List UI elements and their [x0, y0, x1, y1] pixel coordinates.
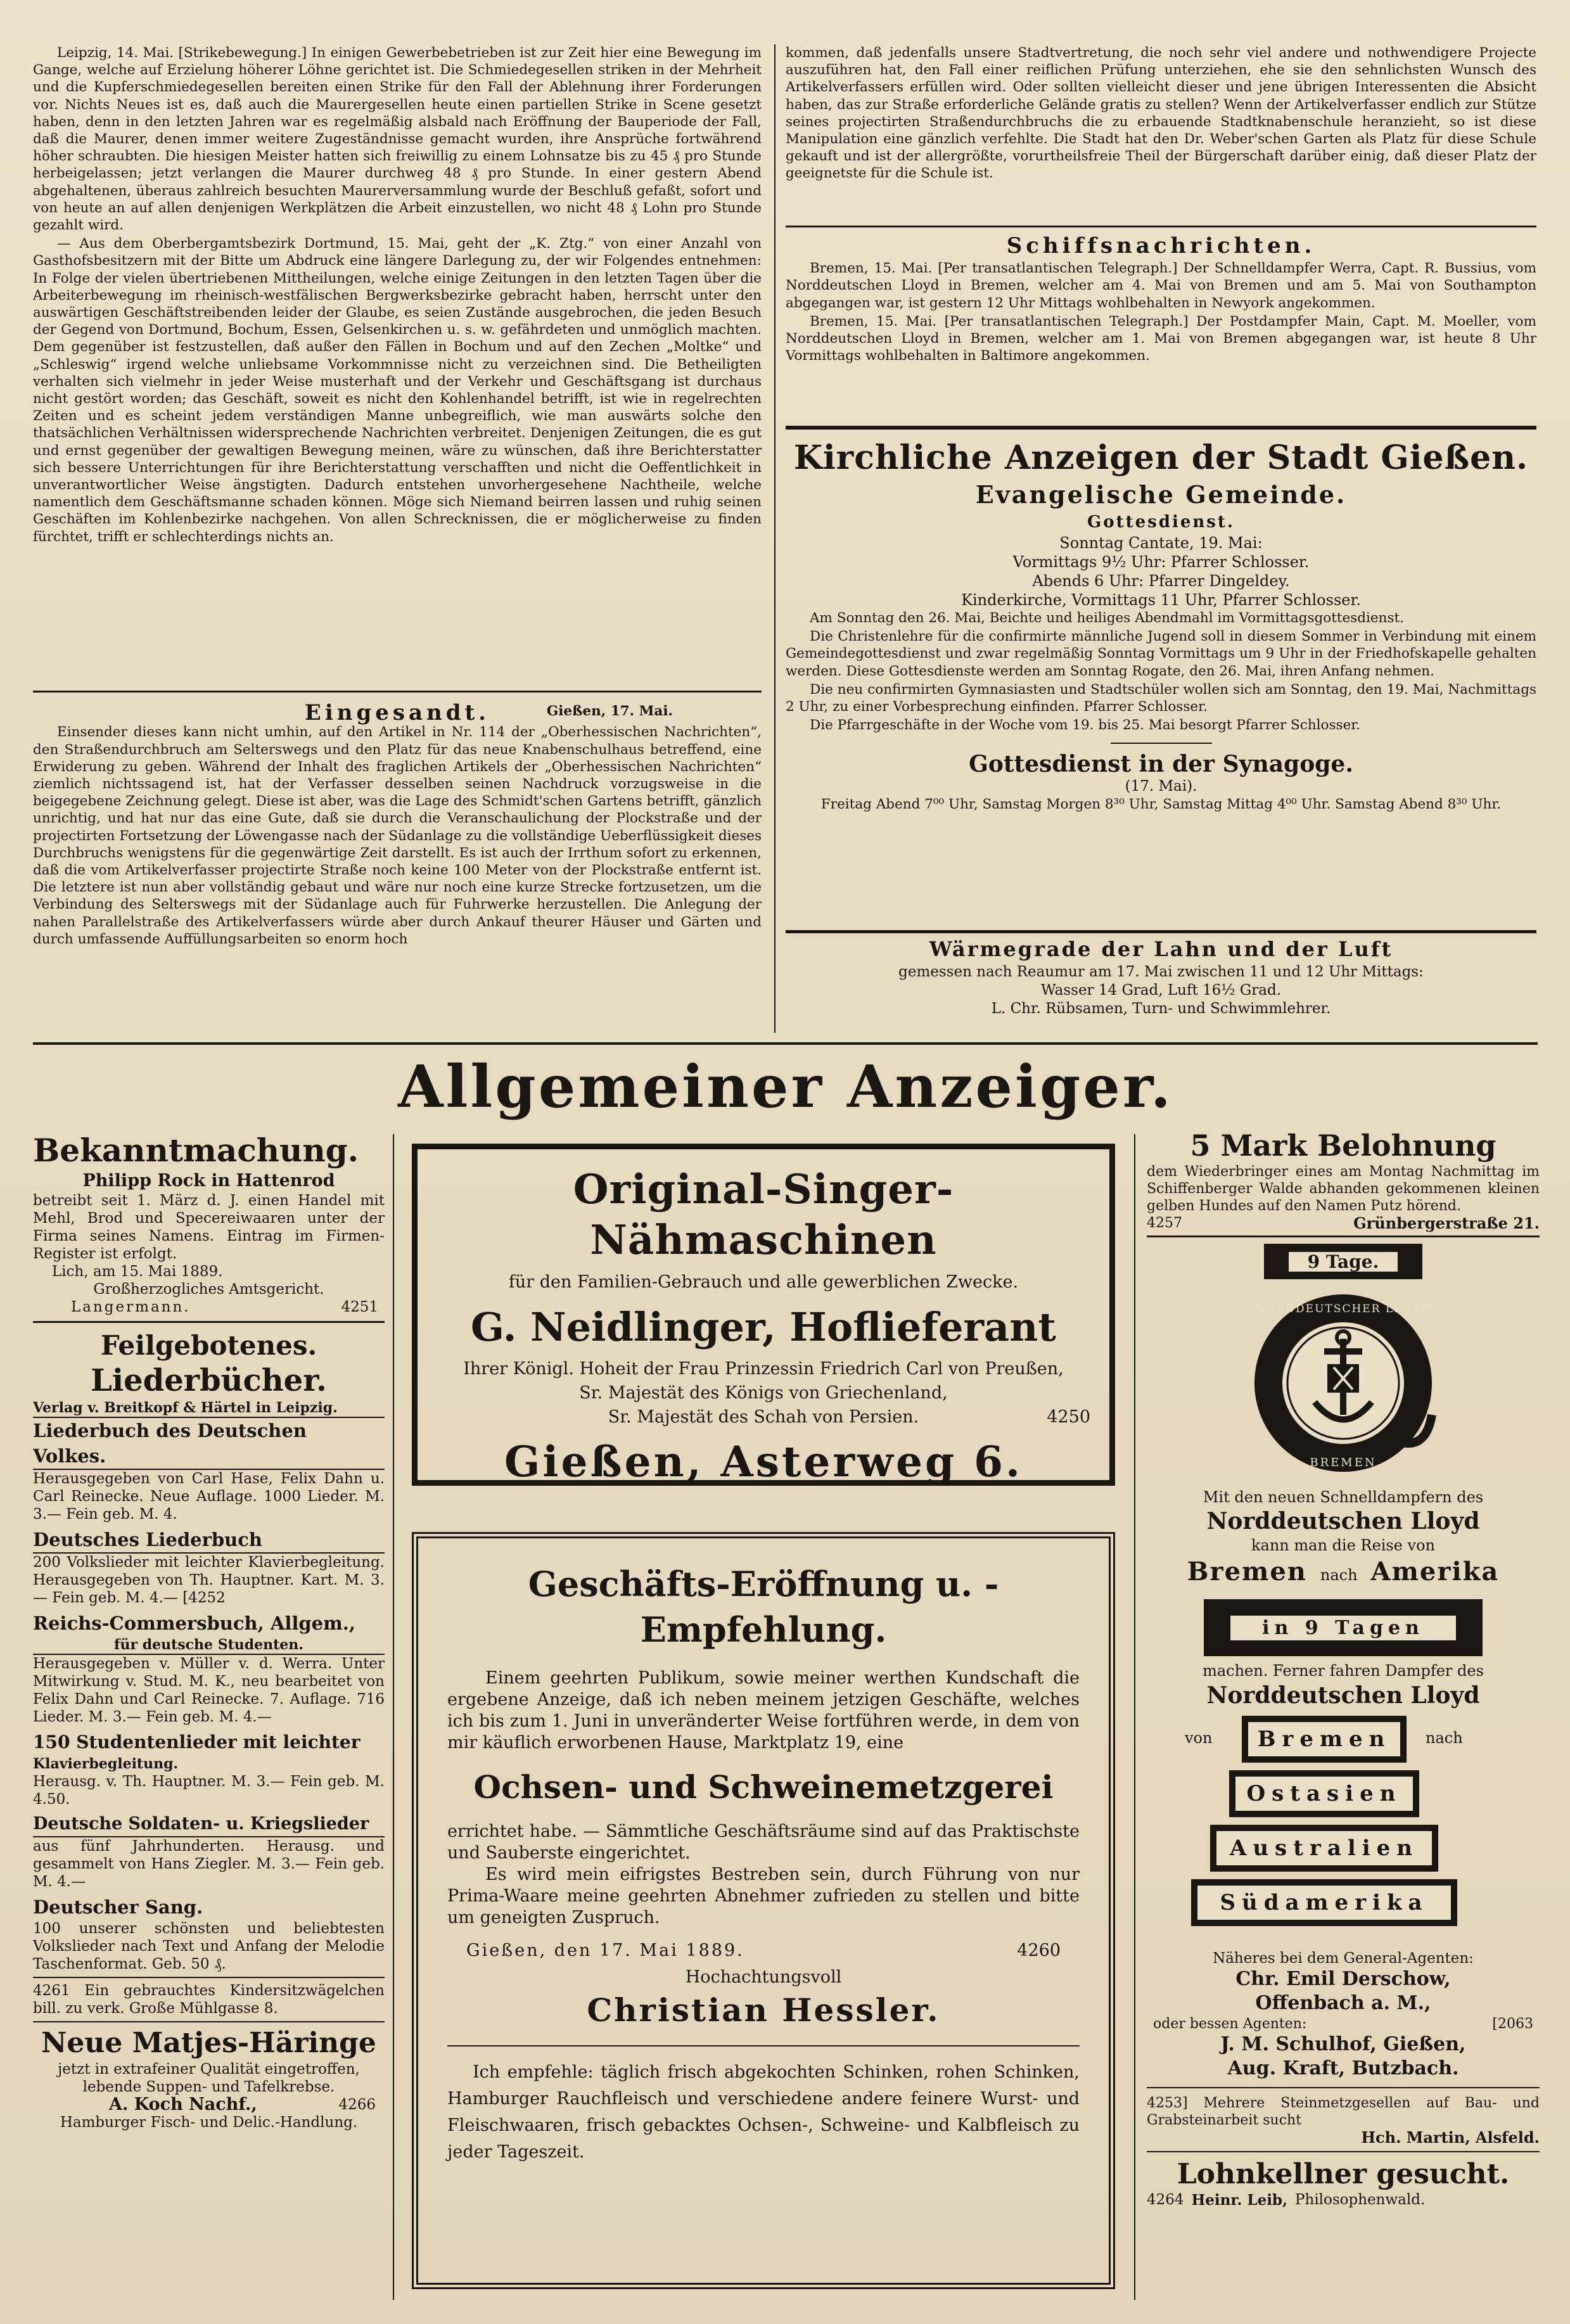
lloyd-logo — [1242, 1288, 1445, 1478]
bek-court: Großherzogliches Amtsgericht. — [93, 1281, 324, 1298]
hessler-number: 4260 — [1017, 1941, 1061, 1960]
church-announcements — [786, 437, 1536, 919]
sunday-line: Sonntag Cantate, 19. Mai: — [1059, 534, 1263, 552]
news-left-column — [33, 44, 762, 678]
bek-name: Philipp Rock in Hattenrod — [82, 1171, 335, 1191]
eingesandt-heading: Eingesandt. — [304, 700, 490, 725]
verlag-line: Verlag v. Breitkopf & Härtel in Leipzig. — [33, 1399, 385, 1418]
book-3-text: Herausgegeben v. Müller v. d. Werra. Unter Mitwirkung v. Stud. M. K., neu bearbeitet von Felix Dahn und Carl Reinecke. 7. Auflage. 716 Lieder. M. 3.— Fein geb. M. 4.— — [33, 1656, 385, 1725]
book-3-title: Reichs-Commersbuch, Allgem., — [33, 1612, 355, 1634]
waiter-number: 4264 — [1147, 2192, 1184, 2208]
column-rule — [1134, 1134, 1135, 2300]
eingesandt-continued: kommen, daß jedenfalls unsere Stadtvertretung, die noch sehr viel andere und nothwendigere Projecte auszuführen hat, den Fall einer reiflichen Prüfung unterziehen, ehe sie den sehnlichsten Wunsch des Artikelverfassers erfüllen wird. Oder sollten vielleicht dieser und jene übrigen Interessenten die Absicht haben, das zur Straße erforderliche Gelände gratis zu stellen? Wenn der Artikelverfasser endlich zur Stütze seines projectirten Straßendurchbruchs die zu erbauende Stadtknabenschule heranzieht, so ist diese Manipulation eine gänzlich verfehlte. Die Stadt hat den Dr. Weber'schen Garten als Platz für diese Schule gekauft und ist der allergrößte, vorurtheilsfreie Theil der Bürgerschaft darüber einig, daß dieser Platz der geeignetste für die Schule ist. — [786, 45, 1536, 182]
section-rule — [33, 1042, 1538, 1045]
bek-title: Bekanntmachung. — [33, 1132, 359, 1169]
service-line-1: Vormittags 9½ Uhr: Pfarrer Schlosser. — [1012, 553, 1310, 571]
divider — [1147, 2087, 1540, 2088]
book-6-text: 100 unserer schönsten und beliebtesten Volkslieder nach Text und Anfang der Melodie Taschenformat. Geb. 50 ₰. — [33, 1920, 385, 1972]
church-subtitle: Evangelische Gemeinde. — [975, 480, 1347, 509]
service-line-3: Kinderkirche, Vormittags 11 Uhr, Pfarrer Schlosser. — [961, 591, 1361, 609]
column-rule — [393, 1134, 394, 2300]
hessler-ad — [412, 1532, 1115, 2289]
bek-text: betreibt seit 1. März d. J. einen Handel mit Mehl, Brod und Specereiwaaren unter der Firma seines Namens. Eintrag im Firmen-Register ist erfolgt. — [33, 1192, 385, 1262]
route-from: Bremen — [1187, 1557, 1307, 1587]
herring-number: 4266 — [338, 2097, 376, 2113]
lloyd-line-2: Norddeutschen Lloyd — [1206, 1508, 1480, 1535]
herring-firm: A. Koch Nachf., — [109, 2095, 257, 2114]
singer-ad — [412, 1144, 1115, 1486]
weather-line-2: Wasser 14 Grad, Luft 16½ Grad. — [1040, 982, 1282, 999]
hessler-shop: Ochsen- und Schweinemetzgerei — [473, 1768, 1054, 1806]
singer-line-3-row — [437, 1405, 1090, 1429]
book-2-title: Deutsches Liederbuch — [33, 1527, 385, 1554]
oder-number: [2063 — [1492, 2016, 1533, 2032]
oder-row — [1147, 2015, 1540, 2033]
stonemason-ad — [1147, 2095, 1540, 2129]
kinderwagen-ad: 4261 Ein gebrauchtes Kindersitzwägelchen bill. zu verk. Große Mühlgasse 8. — [33, 1982, 385, 2017]
weather-title: Wärmegrade der Lahn und der Luft — [929, 937, 1393, 961]
agent-city: Offenbach a. M., — [1255, 1992, 1431, 2014]
divider — [33, 2021, 385, 2022]
bek-number: 4251 — [341, 1299, 378, 1315]
book-4-text: Herausg. v. Th. Hauptner. M. 3.— Fein geb. M. 4.50. — [33, 1773, 385, 1808]
reward-text: dem Wiederbringer eines am Montag Nachmittag im Schiffenberger Walde abhanden gekommenen kleinen gelben Hundes auf den Namen Putz hörend. — [1147, 1164, 1540, 1214]
bek-date: Lich, am 15. Mai 1889. — [52, 1263, 223, 1280]
book-4-title: 150 Studentenlieder mit leichter — [33, 1732, 361, 1753]
book-4-subtitle: Klavierbegleitung. — [33, 1756, 179, 1772]
hessler-text-2: errichtet habe. — Sämmtliche Geschäftsräume sind auf das Praktischste und Sauberste eingerichtet. — [447, 1822, 1080, 1863]
book-3-subtitle: für deutsche Studenten. — [33, 1636, 385, 1655]
dest-ostasien: Ostasien — [1229, 1770, 1419, 1817]
dortmund-article: — Aus dem Oberbergamtsbezirk Dortmund, 15. Mai, geht der „K. Ztg.“ von einer Anzahl von Gasthofsbesitzern mit der Bitte um Abdruck eine längere Darlegung zu, der wir Folgendes entnehmen: In Folge der vielen übertriebenen Mittheilungen, welche einige Zeitungen in den letzten Tagen über die Arbeiterbewegung im rheinisch-westfälischen Bergwerksbezirke gebracht haben, herrscht unter den auswärtigen Geschäftstreibenden leider der Glaube, es seien Zustände ausgebrochen, die jeden Besuch der Gegend von Dortmund, Bochum, Essen, Gelsenkirchen u. s. w. gefährdeten und unmöglich machten. Dem gegenüber ist festzustellen, daß außer den Fällen in Bochum und auf den Zechen „Moltke“ und „Schleswig“ irgend welche unliebsame Vorkommnisse nicht zu verzeichnen sind. Die Betheiligten verhalten sich vielmehr in jeder Weise musterhaft und der Verkehr und Geschäftsgang ist durchaus nicht gestört worden; das Geschäft, soweit es nicht den Kohlenhandel betrifft, ist wie in regelrechten Zeiten und es scheint jedem verständigen Manne unbegreiflich, wie man auswärts solche den thatsächlichen Verhältnissen widersprechende Nachrichten verbreitet. Denjenigen Zeitungen, die es gut und ernst gegenüber der gewaltigen Bewegung meinen, wäre zu wünschen, daß ihre Berichterstatter sich bessere Unterrichtungen für ihre Berichterstattung verschafften und nicht die Oeffentlichkeit in unverantwortlicher Weise ängstigten. Dadurch entstehen unvorhergesehene Nachtheile, welche namentlich dem Geschäftsmanne schaden können. Möge sich Niemand beirren lassen und ruhig seinen Geschäften im Kohlenbezirke nachgehen. Von allen Schrecknissen, die er möglicherweise zu finden fürchtet, trifft er schlechterdings nichts an. — [33, 236, 762, 545]
right-ads-column — [1147, 1128, 1540, 2306]
church-text-3: Die neu confirmirten Gymnasiasten und Stadtschüler wollen sich am Sonntag, den 19. Mai, Nachmittags 2 Uhr, zu einer Vorbesprechung einfinden. Pfarrer Schlosser. — [786, 681, 1536, 715]
waiter-footer — [1147, 2192, 1540, 2209]
divider — [1147, 2151, 1540, 2152]
short-rule — [1111, 743, 1212, 744]
lloyd-route — [1147, 1555, 1540, 1593]
oder-line: oder bessen Agenten: — [1153, 2016, 1307, 2032]
tage-banner — [1204, 1599, 1483, 1656]
eingesandt-text: Einsender dieses kann nicht umhin, auf den Artikel in Nr. 114 der „Oberhessischen Nachrichten“, den Straßendurchbruch am Selterswegs und den Platz für das neue Knabenschulhaus betreffend, eine Erwiderung zu geben. Während der Inhalt des fraglichen Artikels der „Oberhessischen Nachrichten“ ziemlich nichtssagend ist, hat der Verfasser desselben seinen Nachdruck vorzugsweise in die beigegebene Zeichnung gelegt. Diese ist aber, was die Lage des Schmidt'schen Gartens betrifft, gänzlich unrichtig, und hat nur das eine Gute, daß sie durch die Veranschaulichung der Plockstraße und der projectirten Fortsetzung der Löwengasse nach der Südanlage zu die vollständige Ueberflüssigkeit dieses Durchbruchs wenigstens für die gegenwärtige Zeit darstellt. Es ist auch der Irrthum sofort zu erkennen, daß die vom Artikelverfasser projectirte Straße noch keine 100 Meter von der Plockstraße entfernt ist. Die letztere ist nun aber vollständig gebaut und wäre nur noch eine kurze Strecke fortzusetzen, um die Verbindung des Selterswegs mit der Südanlage auch für Fuhrwerke herzustellen. Die Anlegung der nahen Parallelstraße des Artikelverfassers würde aber durch Ankauf theurer Häuser und Gärten und durch umfassende Auffüllungsarbeiten so enorm hoch — [33, 724, 762, 947]
strike-article: Leipzig, 14. Mai. [Strikebewegung.] In einigen Gewerbebetrieben ist zur Zeit hier eine Bewegung im Gange, welche auf Erzielung höherer Löhne gerichtet ist. Die Schmiedegesellen striken in der Mehrheit und die Kupferschmiedegesellen bereiten einen Strike für den Fall der Ablehnung ihrer Forderungen vor. Nichts Neues ist es, daß auch die Maurergesellen heute einen partiellen Strike in Scene gesetzt haben, denn in den letzten Jahren war es regelmäßig alsbald nach Eröffnung der Bauperiode der Fall, daß die Maurer, denen immer weitere Zugeständnisse gemacht wurden, ihre Ansprüche fortwährend höher schraubten. Die hiesigen Meister hatten sich freiwillig zu einem Lohnsatze bis zu 45 ₰ pro Stunde herbeigelassen; jetzt verlangen die Maurer durchweg 48 ₰ pro Stunde. In einer gestern Abend abgehaltenen, überaus zahlreich besuchten Maurerversammlung wurde der Beschluß gefaßt, sofort und von heute an auf allen denjenigen Werkplätzen die Arbeit einzustellen, wo nicht 48 ₰ Lohn pro Stunde gezahlt wird. — [33, 45, 762, 234]
divider — [33, 1977, 385, 1978]
dest-bremen: Bremen — [1242, 1716, 1407, 1763]
agent-2: J. M. Schulhof, Gießen, — [1220, 2033, 1466, 2055]
hessler-text-1: Einem geehrten Publikum, sowie meiner werthen Kundschaft die ergebene Anzeige, daß ich neben meinem jetzigen Geschäfte, welches ich bis zum 1. Juni in unveränderter Weise fortführen werde, in dem von mir käuflich erworbenen Hause, Marktplatz 19, eine — [447, 1668, 1080, 1753]
synagogue-times: Freitag Abend 7⁰⁰ Uhr, Samstag Morgen 8³⁰ Uhr, Samstag Mittag 4⁰⁰ Uhr. Samstag Abend 8³⁰ Uhr. — [820, 796, 1502, 812]
lloyd-logo-top-text: NORDDEUTSCHER LLOYD — [1255, 1303, 1431, 1315]
weather-line-1: gemessen nach Reaumur am 17. Mai zwischen 11 und 12 Uhr Mittags: — [898, 964, 1424, 980]
book-2-text: 200 Volkslieder mit leichter Klavierbegleitung. Herausgegeben von Th. Hauptner. Kart. M. 3.— Fein geb. M. 4.— [4252 — [33, 1554, 385, 1606]
reward-address: Grünbergerstraße 21. — [1353, 1214, 1540, 1232]
news-right-column — [786, 44, 1536, 234]
dest-suedamerika: Südamerika — [1191, 1879, 1457, 1926]
anzeiger-title: Allgemeiner Anzeiger. — [398, 1052, 1173, 1121]
service-line-2: Abends 6 Uhr: Pfarrer Dingeldey. — [1032, 572, 1290, 590]
weather-report — [786, 935, 1536, 1043]
herring-firm-row — [33, 2096, 385, 2114]
column-rule — [774, 44, 775, 1033]
synagogue-date: (17. Mai). — [1125, 778, 1197, 795]
herring-footer: Hamburger Fisch- und Delic.-Handlung. — [60, 2114, 358, 2131]
singer-title: Original-Singer-Nähmaschinen — [573, 1166, 954, 1264]
synagogue-title: Gottesdienst in der Synagoge. — [969, 751, 1353, 778]
lloyd-line-3: kann man die Reise von — [1251, 1536, 1435, 1554]
lloyd-line-1: Mit den neuen Schnelldampfern des — [1203, 1488, 1484, 1506]
lloyd-line-5: machen. Ferner fahren Dampfer des — [1203, 1662, 1484, 1680]
hessler-regards: Hochachtungsvoll — [685, 1967, 842, 1987]
church-text-2: Die Christenlehre für die confirmirte männliche Jugend soll in diesem Sommer in Verbindung mit einem Gemeindegottesdienst und zwar regelmäßig Sonntag Vormittags um 9 Uhr in der Friedhofskapelle gehalten werden. Diese Gottesdienste werden am Sonntag Rogate, den 26. Mai, ihren Anfang nehmen. — [786, 629, 1536, 679]
bek-footer — [33, 1298, 385, 1316]
divider — [786, 226, 1536, 227]
waiter-title: Lohnkellner gesucht. — [1177, 2158, 1510, 2190]
church-text-4: Die Pfarrgeschäfte in der Woche vom 19. bis 25. Mai besorgt Pfarrer Schlosser. — [810, 717, 1361, 734]
ship-werra: Bremen, 15. Mai. [Per transatlantischen Telegraph.] Der Schnelldampfer Werra, Capt. R. Bussius, vom Norddeutschen Lloyd in Bremen, welcher am 4. Mai von Bremen und am 5. Mai von Southampton abgegangen war, ist gestern 12 Uhr Mittags wohlbehalten in Newyork angekommen. — [786, 260, 1536, 311]
singer-number: 4250 — [1047, 1407, 1090, 1427]
destinations — [1147, 1716, 1540, 1950]
feil-title: Feilgebotenes. — [100, 1330, 317, 1361]
lloyd-line-6: Norddeutschen Lloyd — [1206, 1682, 1480, 1709]
reward-footer — [1147, 1215, 1540, 1232]
book-5-text: aus fünf Jahrhunderten. Herausg. und gesammelt von Hans Ziegler. M. 3.— Fein geb. M. 4.— — [33, 1838, 385, 1890]
singer-line-2: Sr. Majestät des Königs von Griechenland, — [579, 1383, 948, 1403]
agent-3: Aug. Kraft, Butzbach. — [1227, 2057, 1459, 2079]
agent-name: Chr. Emil Derschow, — [1235, 1968, 1451, 1990]
book-6-title: Deutscher Sang. — [33, 1896, 203, 1918]
singer-address: Gießen, Asterweg 6. — [504, 1437, 1023, 1486]
ship-news — [786, 231, 1536, 415]
lloyd-logo-bottom-text: BREMEN — [1310, 1456, 1377, 1469]
ship-heading: Schiffsnachrichten. — [1006, 233, 1316, 259]
stonemason-name: Hch. Martin, Alsfeld. — [1361, 2128, 1540, 2147]
herring-text: jetzt in extrafeiner Qualität eingetroffen, lebende Suppen- und Tafelkrebse. — [58, 2061, 360, 2095]
divider — [786, 426, 1536, 430]
dest-von: von — [1185, 1729, 1213, 1747]
waiter-address: Philosophenwald. — [1295, 2192, 1426, 2208]
tage-label: in 9 Tagen — [1230, 1616, 1456, 1640]
eingesandt-column — [33, 697, 762, 1033]
stonemason-number: 4253] — [1147, 2095, 1188, 2111]
hessler-text-3: Es wird mein eifrigstes Bestreben sein, durch Führung von nur Prima-Waare meine geehrten Abnehmer zufrieden zu stellen und bitte um geneigten Zuspruch. — [447, 1865, 1080, 1927]
singer-line-1: Ihrer Königl. Hoheit der Frau Prinzessin Friedrich Carl von Preußen, — [463, 1359, 1064, 1379]
reward-title: 5 Mark Belohnung — [1190, 1128, 1497, 1163]
eingesandt-dateline: Gießen, 17. Mai. — [546, 703, 673, 720]
divider — [33, 1321, 385, 1323]
dest-nach: nach — [1426, 1729, 1463, 1747]
church-title: Kirchliche Anzeigen der Stadt Gießen. — [793, 438, 1529, 477]
ship-main: Bremen, 15. Mai. [Per transatlantischen Telegraph.] Der Postdampfer Main, Capt. M. Moeller, vom Norddeutschen Lloyd in Bremen, welcher am 1. Mai von Bremen abgegangen war, ist heute 8 Uhr Vormittags wohlbehalten in Baltimore angekommen. — [786, 313, 1536, 364]
waiter-name: Heinr. Leib, — [1191, 2192, 1288, 2209]
stonemason-text: Mehrere Steinmetzgesellen auf Bau- und Grabsteinarbeit sucht — [1147, 2095, 1540, 2128]
divider — [33, 691, 762, 693]
book-1-title: Liederbuch des Deutschen Volkes. — [33, 1418, 385, 1470]
singer-line-3: Sr. Majestät des Schah von Persien. — [608, 1407, 919, 1427]
herring-title: Neue Matjes-Häringe — [41, 2027, 376, 2059]
divider — [786, 930, 1536, 933]
singer-firm: G. Neidlinger, Hoflieferant — [471, 1304, 1056, 1350]
singer-subtitle: für den Familien-Gebrauch und alle gewerblichen Zwecke. — [508, 1272, 1019, 1292]
days-banner — [1264, 1244, 1422, 1279]
hessler-name: Christian Hessler. — [587, 1991, 940, 2029]
divider — [447, 2045, 1080, 2046]
left-ads-column — [33, 1131, 385, 2303]
lieder-title: Liederbücher. — [91, 1363, 327, 1398]
dest-australien: Australien — [1210, 1825, 1438, 1872]
hessler-title: Geschäfts-Eröffnung u. -Empfehlung. — [528, 1564, 999, 1650]
route-to: Amerika — [1370, 1557, 1500, 1587]
hessler-text-4: Ich empfehle: täglich frisch abgekochten Schinken, rohen Schinken, Hamburger Rauchfleisch und verschiedene andere feinere Wurst- und Fleischwaaren, frisch gebacktes Ochsen-, Schweine- und Kalbfleisch zu jeder Tageszeit. — [447, 2062, 1080, 2162]
route-nach: nach — [1320, 1566, 1358, 1584]
hessler-date: Gießen, den 17. Mai 1889. — [466, 1941, 744, 1960]
service-heading: Gottesdienst. — [1087, 513, 1235, 532]
bek-sign: Langermann. — [71, 1299, 191, 1315]
reward-number: 4257 — [1147, 1215, 1182, 1231]
hessler-date-row — [447, 1940, 1080, 1962]
days-label: 9 Tage. — [1289, 1252, 1398, 1272]
weather-line-3: L. Chr. Rübsamen, Turn- und Schwimmlehrer. — [991, 1000, 1331, 1017]
info-line: Näheres bei dem General-Agenten: — [1213, 1950, 1474, 1967]
church-text-1: Am Sonntag den 26. Mai, Beichte und heiliges Abendmahl im Vormittagsgottesdienst. — [810, 610, 1404, 626]
divider — [1147, 1235, 1540, 1237]
book-1-text: Herausgegeben von Carl Hase, Felix Dahn u. Carl Reinecke. Neue Auflage. 1000 Lieder. M. 3.— Fein geb. M. 4. — [33, 1471, 385, 1523]
book-5-title: Deutsche Soldaten- u. Kriegslieder — [33, 1812, 385, 1837]
